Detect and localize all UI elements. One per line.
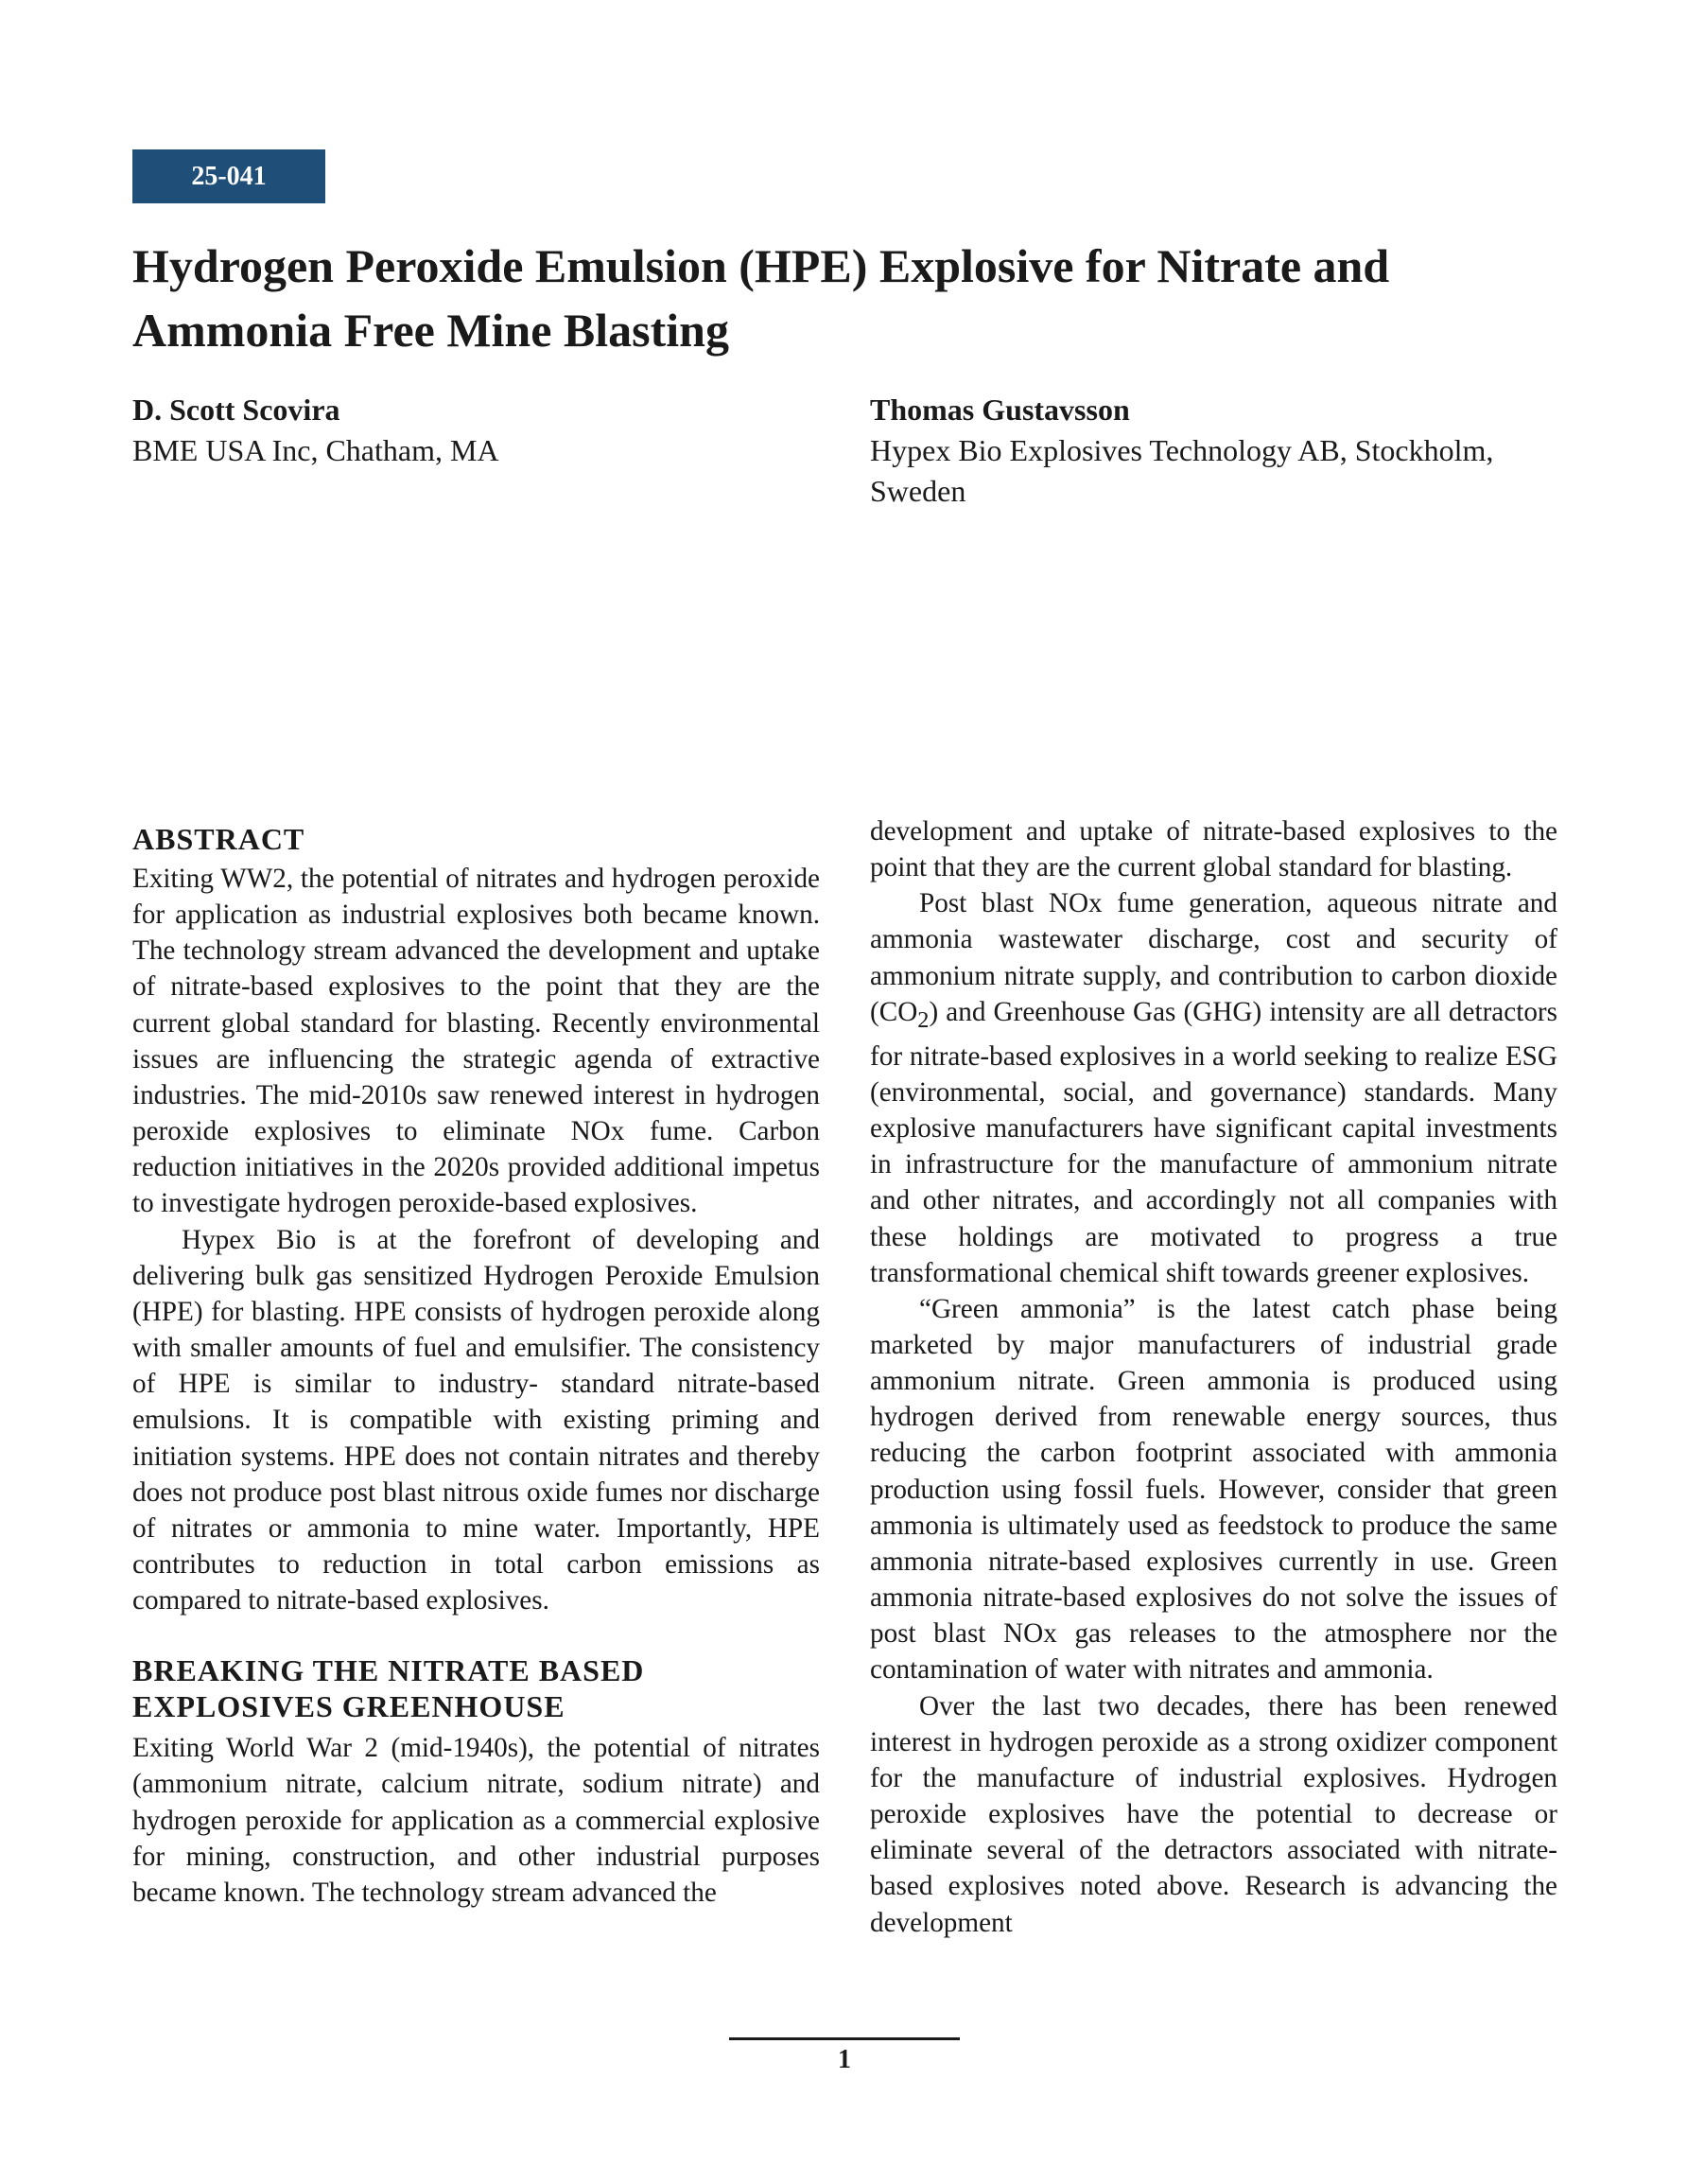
author-name: Thomas Gustavsson — [870, 393, 1130, 427]
abstract-paragraph-1: Exiting WW2, the potential of nitrates and hydrogen peroxide for application as industrial explosives both became known. The technology stream advanced the development and uptake of nitrate-based explosives to the point that they are the current global standard for blasting. Recently environmental issues are influencing the strategic agenda of extractive industries. The mid-2010s saw renewed interest in hydrogen peroxide explosives to eliminate NOx fume. Carbon reduction initiatives in the 2020s provided additional impetus to investigate hydrogen peroxide-based explosives. — [132, 864, 820, 1219]
paragraph-text: Post blast NOx fume generation, aqueous nitrate and ammonia wastewater discharge, cost and security of ammonium nitrate supply, and contribution to carbon dioxide (CO — [870, 888, 1557, 1027]
section-paragraph-4: Over the last two decades, there has been renewed interest in hydrogen peroxide as a strong oxidizer component for the manufacture of industrial explosives. Hydrogen peroxide explosives have the potential to decrease or eliminate several of the detractors associated with nitrate-based explosives noted above. Research is advancing the development — [870, 1690, 1557, 1938]
section-paragraph-1-start: Exiting World War 2 (mid-1940s), the potential of nitrates (ammonium nitrate, calcium nitrate, sodium nitrate) and hydrogen peroxide for application as a commercial explosive for mining, construction, and other industrial purposes became known. The technology stream advanced the — [132, 1733, 820, 1908]
abstract-paragraph-2: Hypex Bio is at the forefront of developing and delivering bulk gas sensitized Hydrogen Peroxide Emulsion (HPE) for blasting. HPE consists of hydrogen peroxide along with smaller amounts of fuel and emulsifier. The consistency of HPE is similar to industry- standard nitrate-based emulsions. It is compatible with existing priming and initiation systems. HPE does not contain nitrates and thereby does not produce post blast nitrous oxide fumes nor discharge of nitrates or ammonia to mine water. Importantly, HPE contributes to reduction in total carbon emissions as compared to nitrate-based explosives. — [132, 1224, 820, 1616]
section-heading-line-2: EXPLOSIVES GREENHOUSE — [132, 1689, 565, 1724]
author-affiliation: Hypex Bio Explosives Technology AB, Stockholm, Sweden — [870, 433, 1494, 508]
paper-title: Hydrogen Peroxide Emulsion (HPE) Explosive for Nitrate and Ammonia Free Mine Blasting — [132, 239, 1390, 357]
section-paragraph-2 — [870, 885, 1557, 1291]
co2-subscript: 2 — [917, 1006, 930, 1033]
section-heading — [132, 1652, 820, 1724]
left-column — [132, 813, 820, 1911]
section-heading-line-1: BREAKING THE NITRATE BASED — [132, 1653, 645, 1688]
paper-number-badge: 25-041 — [132, 149, 325, 203]
author-block-2 — [870, 390, 1551, 512]
abstract-heading: ABSTRACT — [132, 822, 305, 856]
author-affiliation: BME USA Inc, Chatham, MA — [132, 433, 499, 467]
paragraph-text: ) and Greenhouse Gas (GHG) intensity are all detractors for nitrate-based explosives in a world seeking to realize ESG (environmental, social, and governance) standards. Many explosive manufacturers have significant capital investments in infrastructure for the manufacture of ammonium nitrate and other nitrates, and accordingly not all companies with these holdings are motivated to progress a true transformational chemical shift towards greener explosives. — [870, 996, 1557, 1288]
author-block-1 — [132, 390, 794, 471]
page-number: 1 — [838, 2045, 851, 2074]
section-paragraph-1-continued: development and uptake of nitrate-based explosives to the point that they are the current global standard for blasting. — [870, 816, 1557, 883]
section-paragraph-3: “Green ammonia” is the latest catch phase being marketed by major manufacturers of industrial grade ammonium nitrate. Green ammonia is produced using hydrogen derived from renewable energy sources, thus reducing the carbon footprint associated with ammonia production using fossil fuels. However, consider that green ammonia is ultimately used as feedstock to produce the same ammonia nitrate-based explosives currently in use. Green ammonia nitrate-based explosives do not solve the issues of post blast NOx gas releases to the atmosphere nor the contamination of water with nitrates and ammonia. — [870, 1293, 1557, 1686]
right-column — [870, 813, 1557, 1941]
footer-rule — [729, 2037, 960, 2040]
author-name: D. Scott Scovira — [132, 393, 340, 427]
